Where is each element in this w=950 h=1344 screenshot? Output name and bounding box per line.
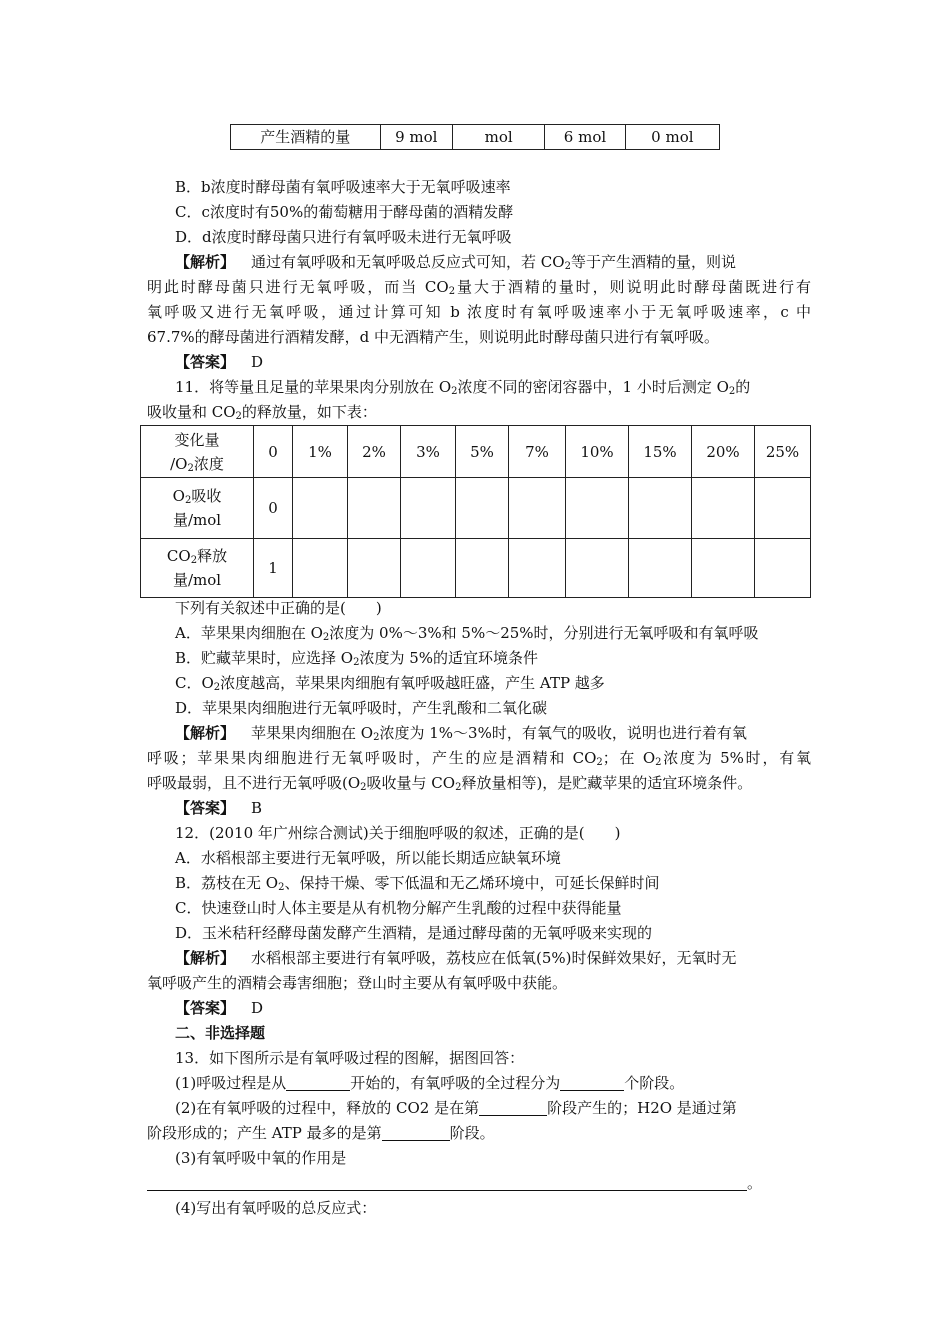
table-cell <box>629 539 692 598</box>
q10-option-d: D．d浓度时酵母菌只进行有氧呼吸未进行无氧呼吸 <box>175 228 512 246</box>
q13-part-1: (1)呼吸过程是从 开始的，有氧呼吸的全过程分为 个阶段。 <box>175 1074 685 1092</box>
answer-blank[interactable] <box>479 1099 547 1116</box>
q12-analysis-line: 【解析】 水稻根部主要进行有氧呼吸，荔枝应在低氧(5%)时保鲜效果好，无氧时无 <box>175 949 737 967</box>
table-cell <box>348 539 401 598</box>
table-header-cell: 15% <box>629 426 692 478</box>
table-header-cell: 10% <box>566 426 629 478</box>
table-cell: 1 <box>254 539 293 598</box>
q10-answer <box>175 350 839 375</box>
table-cell <box>509 539 566 598</box>
table-cell: 产生酒精的量 <box>231 125 381 150</box>
q11-option-d: D．苹果果肉细胞进行无氧呼吸时，产生乳酸和二氧化碳 <box>175 699 548 717</box>
table-row-label: $CO_2$释放 量/mol <box>141 539 254 598</box>
q13-part-2: (2)在有氧呼吸的过程中，释放的 CO2 是在第 阶段产生的；H2O 是通过第 <box>175 1099 737 1117</box>
table-cell <box>293 539 348 598</box>
table-cell <box>566 539 629 598</box>
answer-tag: 【答案】 <box>175 999 236 1017</box>
table-cell <box>293 478 348 539</box>
table-cell <box>629 478 692 539</box>
q13-stem: 13．如下图所示是有氧呼吸过程的图解，据图回答： <box>175 1049 525 1067</box>
table-cell <box>755 539 811 598</box>
q12-analysis-line: 氧呼吸产生的酒精会毒害细胞；登山时主要从有氧呼吸中获能。 <box>147 974 568 992</box>
table-cell <box>348 478 401 539</box>
q12-option-b: B．荔枝在无 $O_2$、保持干燥、零下低温和无乙烯环境中，可延长保鲜时间 <box>175 874 660 893</box>
q10-option-c: C．c浓度时有50%的葡萄糖用于酵母菌的酒精发酵 <box>175 203 514 221</box>
q11-answer <box>175 796 839 821</box>
table-row <box>141 539 811 598</box>
table-cell <box>456 539 509 598</box>
q11-stem: 11．将等量且足量的苹果果肉分别放在 $O_2$浓度不同的密闭容器中，1 小时后测定 $O_2$的 <box>175 378 751 397</box>
table-header-cell: 2% <box>348 426 401 478</box>
q11-option-b: B．贮藏苹果时，应选择 $O_2$浓度为 5%的适宜环境条件 <box>175 649 539 668</box>
q10-analysis-line: 【解析】 通过有氧呼吸和无氧呼吸总反应式可知，若 $CO_2$等于产生酒精的量，则说 <box>175 253 736 272</box>
q10-analysis-line: 67.7%的酵母菌进行酒精发酵，d 中无酒精产生，则说明此时酵母菌只进行有氧呼吸。 <box>147 328 720 346</box>
q13-part-2-cont: 阶段形成的；产生 ATP 最多的是第 阶段。 <box>147 1124 495 1142</box>
table-cell <box>456 478 509 539</box>
answer-blank[interactable] <box>560 1074 624 1091</box>
alcohol-table <box>230 124 720 150</box>
table-cell: 0 <box>254 478 293 539</box>
q10-analysis-line: 氧呼吸又进行无氧呼吸，通过计算可知 b 浓度时有氧呼吸速率小于无氧呼吸速率，c 中 <box>147 303 811 321</box>
q11-analysis-line: 呼吸最弱，且不进行无氧呼吸($O_2$吸收量与 $CO_2$释放量相等)，是贮藏苹果的适宜环境条件。 <box>147 774 753 793</box>
q12-option-c: C．快速登山时人体主要是从有机物分解产生乳酸的过程中获得能量 <box>175 899 622 917</box>
answer-tag: 【答案】 <box>175 799 236 817</box>
q10-option-b: B．b浓度时酵母菌有氧呼吸速率大于无氧呼吸速率 <box>175 178 511 196</box>
table-row <box>231 125 720 150</box>
table-header-cell: 20% <box>692 426 755 478</box>
q11-analysis-line: 【解析】 苹果果肉细胞在 $O_2$浓度为 1%～3%时，有氧气的吸收，说明也进行着有氧 <box>175 724 747 743</box>
q11-option-a: A．苹果果肉细胞在 $O_2$浓度为 0%～3%和 5%～25%时，分别进行无氧呼吸和有氧呼吸 <box>175 624 759 643</box>
table-header-cell: 5% <box>456 426 509 478</box>
table-cell <box>755 478 811 539</box>
q13-part-3-line: 。 <box>147 1171 811 1196</box>
q13-part-4: (4)写出有氧呼吸的总反应式： <box>175 1199 377 1217</box>
q12-stem: 12．(2010 年广州综合测试)关于细胞呼吸的叙述，正确的是( ) <box>175 824 621 842</box>
table-row-label: $O_2$吸收 量/mol <box>141 478 254 539</box>
analysis-tag: 【解析】 <box>175 253 236 271</box>
analysis-tag: 【解析】 <box>175 724 236 742</box>
q12-option-a: A．水稻根部主要进行无氧呼吸，所以能长期适应缺氧环境 <box>175 849 561 867</box>
answer-value: D <box>251 353 264 371</box>
q11-question: 下列有关叙述中正确的是( ) <box>175 599 382 617</box>
answer-tag: 【答案】 <box>175 353 236 371</box>
table-cell <box>401 478 456 539</box>
q12-option-d: D．玉米秸秆经酵母菌发酵产生酒精，是通过酵母菌的无氧呼吸来实现的 <box>175 924 653 942</box>
table-header-cell: 7% <box>509 426 566 478</box>
table-cell <box>692 478 755 539</box>
q11-analysis-line: 呼吸；苹果果肉细胞进行无氧呼吸时，产生的应是酒精和 $CO_2$；在 $O_2$浓度为 5%时，有氧 <box>147 749 811 768</box>
table-header-cell: 3% <box>401 426 456 478</box>
table-cell <box>566 478 629 539</box>
table-row <box>141 426 811 478</box>
table-header-cell: 变化量 $/O_2$浓度 <box>141 426 254 478</box>
q12-answer <box>175 996 839 1021</box>
table-header-cell: 1% <box>293 426 348 478</box>
answer-blank[interactable] <box>382 1124 450 1141</box>
table-header-cell: 25% <box>755 426 811 478</box>
section-heading: 二、非选择题 <box>175 1024 266 1042</box>
q10-analysis-line: 明此时酵母菌只进行无氧呼吸，而当 $CO_2$量大于酒精的量时，则说明此时酵母菌既进行有 <box>147 278 811 297</box>
table-header-cell: 0 <box>254 426 293 478</box>
q11-option-c: C．$O_2$浓度越高，苹果果肉细胞有氧呼吸越旺盛，产生 ATP 越多 <box>175 674 605 693</box>
answer-blank[interactable] <box>147 1174 747 1191</box>
q11-stem: 吸收量和 $CO_2$的释放量，如下表： <box>147 403 377 422</box>
oxygen-table <box>140 425 811 598</box>
answer-value: D <box>251 999 264 1017</box>
table-cell: 9 mol <box>380 125 453 150</box>
table-cell: 0 mol <box>625 125 719 150</box>
analysis-tag: 【解析】 <box>175 949 236 967</box>
table-cell: 6 mol <box>545 125 625 150</box>
table-cell: mol <box>453 125 545 150</box>
answer-blank[interactable] <box>286 1074 350 1091</box>
table-cell <box>509 478 566 539</box>
table-row <box>141 478 811 539</box>
table-cell <box>692 539 755 598</box>
table-cell <box>401 539 456 598</box>
q13-part-3: (3)有氧呼吸中氧的作用是 <box>175 1149 347 1167</box>
answer-value: B <box>251 799 263 817</box>
